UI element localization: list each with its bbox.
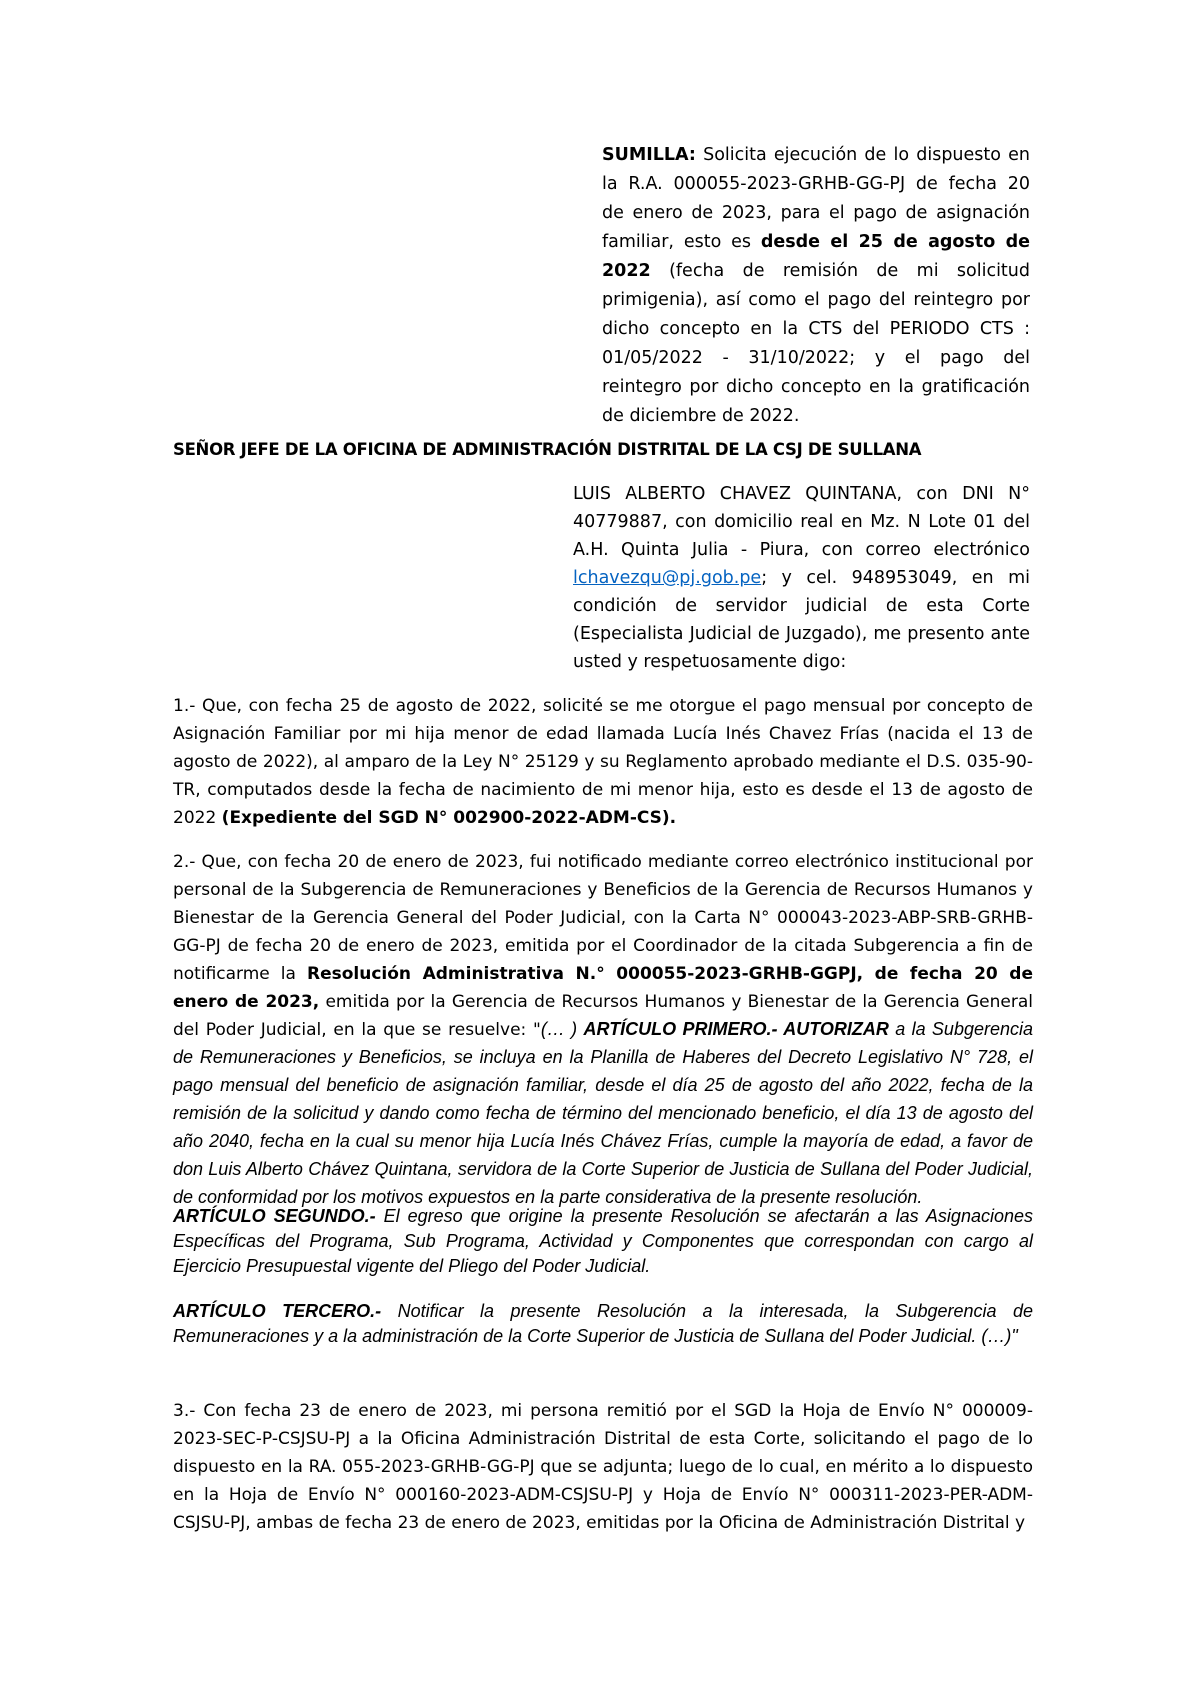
email-link[interactable]: lchavezqu@pj.gob.pe: [573, 568, 762, 588]
article-2-title: ARTÍCULO SEGUNDO.-: [173, 1206, 376, 1226]
sumilla-text-1: Solicita ejecución de lo dispuesto en la R.A. 000055-2023-GRHB-GG-PJ de fecha 20 de enero de 2023, para el pago de asignación familiar, esto es: [602, 145, 1030, 252]
article-3-title: ARTÍCULO TERCERO.-: [173, 1301, 382, 1321]
paragraph-3: [173, 1397, 1033, 1537]
article-3: [173, 1299, 1033, 1349]
addressee-heading: SEÑOR JEFE DE LA OFICINA DE ADMINISTRACIÓN DISTRITAL DE LA CSJ DE SULLANA: [173, 440, 922, 459]
article-3-text: Notificar la presente Resolución a la interesada, la Subgerencia de Remuneraciones y a la administración de la Corte Superior de Justicia de Sullana del Poder Judicial. (…)": [173, 1301, 1033, 1346]
intro-block: [573, 480, 1030, 676]
intro-text-2: ; y cel. 948953049, en mi condición de servidor judicial de esta Corte (Especialista Judicial de Juzgado), me presento ante usted y respetuosamente digo:: [573, 568, 1030, 672]
article-1-text: a la Subgerencia de Remuneraciones y Beneficios, se incluya en la Planilla de Haberes del Decreto Legislativo N° 728, el pago mensual del beneficio de asignación familiar, desde el día 25 de agosto del año 2022, fecha de la remisión de la solicitud y dando como fecha de término del mencionado beneficio, el día 13 de agosto del año 2040, fecha en la cual su menor hija Lucía Inés Chávez Frías, cumple la mayoría de edad, a favor de don Luis Alberto Chávez Quintana, servidora de la Corte Superior de Justicia de Sullana del Poder Judicial, de conformidad por los motivos expuestos en la parte considerativa de la presente resolución.: [173, 1019, 1034, 1207]
paragraph-2-text-1: Que, con fecha 20 de enero de 2023, fui notificado mediante correo electrónico institucional por personal de la Subgerencia de Remuneraciones y Beneficios de la Gerencia de Recursos Humanos y Bienestar de la Gerencia General del Poder Judicial, con la Carta N° 000043-2023-ABP-SRB-GRHB-GG-PJ de fecha 20 de enero de 2023, emitida por el Coordinador de la citada Subgerencia a fin de notificarme la: [173, 852, 1033, 984]
article-2: [173, 1204, 1033, 1279]
quote-open: (… ): [540, 1019, 584, 1039]
paragraph-2: [173, 848, 1033, 1212]
intro-text-1: LUIS ALBERTO CHAVEZ QUINTANA, con DNI N° 40779887, con domicilio real en Mz. N Lote 01 del A.H. Quinta Julia - Piura, con correo electrónico: [573, 484, 1030, 560]
paragraph-3-text: Con fecha 23 de enero de 2023, mi persona remitió por el SGD la Hoja de Envío N° 000009-2023-SEC-P-CSJSU-PJ a la Oficina Administración Distrital de esta Corte, solicitando el pago de lo dispuesto en la RA. 055-2023-GRHB-GG-PJ que se adjunta; luego de lo cual, en mérito a lo dispuesto en la Hoja de Envío N° 000160-2023-ADM-CSJSU-PJ y Hoja de Envío N° 000311-2023-PER-ADM-CSJSU-PJ, ambas de fecha 23 de enero de 2023, emitidas por la Oficina de Administración Distrital y: [173, 1401, 1033, 1533]
paragraph-2-text-2: emitida por la Gerencia de Recursos Humanos y Bienestar de la Gerencia General del Poder Judicial, en la que se resuelve: ": [173, 992, 1033, 1040]
sumilla-bold-date: desde el 25 de agosto de 2022: [602, 232, 1030, 281]
paragraph-2-number: 2.-: [173, 852, 196, 872]
paragraph-1-bold-ref: (Expediente del SGD N° 002900-2022-ADM-CS).: [221, 808, 677, 828]
paragraph-3-number: 3.-: [173, 1401, 196, 1421]
article-2-text: El egreso que origine la presente Resolución se afectarán a las Asignaciones Específicas del Programa, Sub Programa, Actividad y Componentes que correspondan con cargo al Ejercicio Presupuestal vigente del Pliego del Poder Judicial.: [173, 1206, 1033, 1276]
paragraph-1-text: Que, con fecha 25 de agosto de 2022, solicité se me otorgue el pago mensual por concepto de Asignación Familiar por mi hija menor de edad llamada Lucía Inés Chavez Frías (nacida el 13 de agosto de 2022), al amparo de la Ley N° 25129 y su Reglamento aprobado mediante el D.S. 035-90-TR, computados desde la fecha de nacimiento de mi menor hija, esto es desde el 13 de agosto de 2022: [173, 696, 1033, 828]
sumilla-label: SUMILLA:: [602, 145, 696, 165]
paragraph-2-bold-resolution: Resolución Administrativa N.° 000055-2023-GRHB-GGPJ, de fecha 20 de enero de 2023,: [173, 964, 1033, 1012]
sumilla-block: [602, 141, 1030, 431]
paragraph-1: [173, 692, 1033, 832]
sumilla-text-2: (fecha de remisión de mi solicitud primigenia), así como el pago del reintegro por dicho concepto en la CTS del PERIODO CTS : 01/05/2022 - 31/10/2022; y el pago del reintegro por dicho concepto en la gratificación de diciembre de 2022.: [602, 261, 1030, 426]
paragraph-1-number: 1.-: [173, 696, 196, 716]
article-1-title: ARTÍCULO PRIMERO.- AUTORIZAR: [583, 1019, 889, 1039]
